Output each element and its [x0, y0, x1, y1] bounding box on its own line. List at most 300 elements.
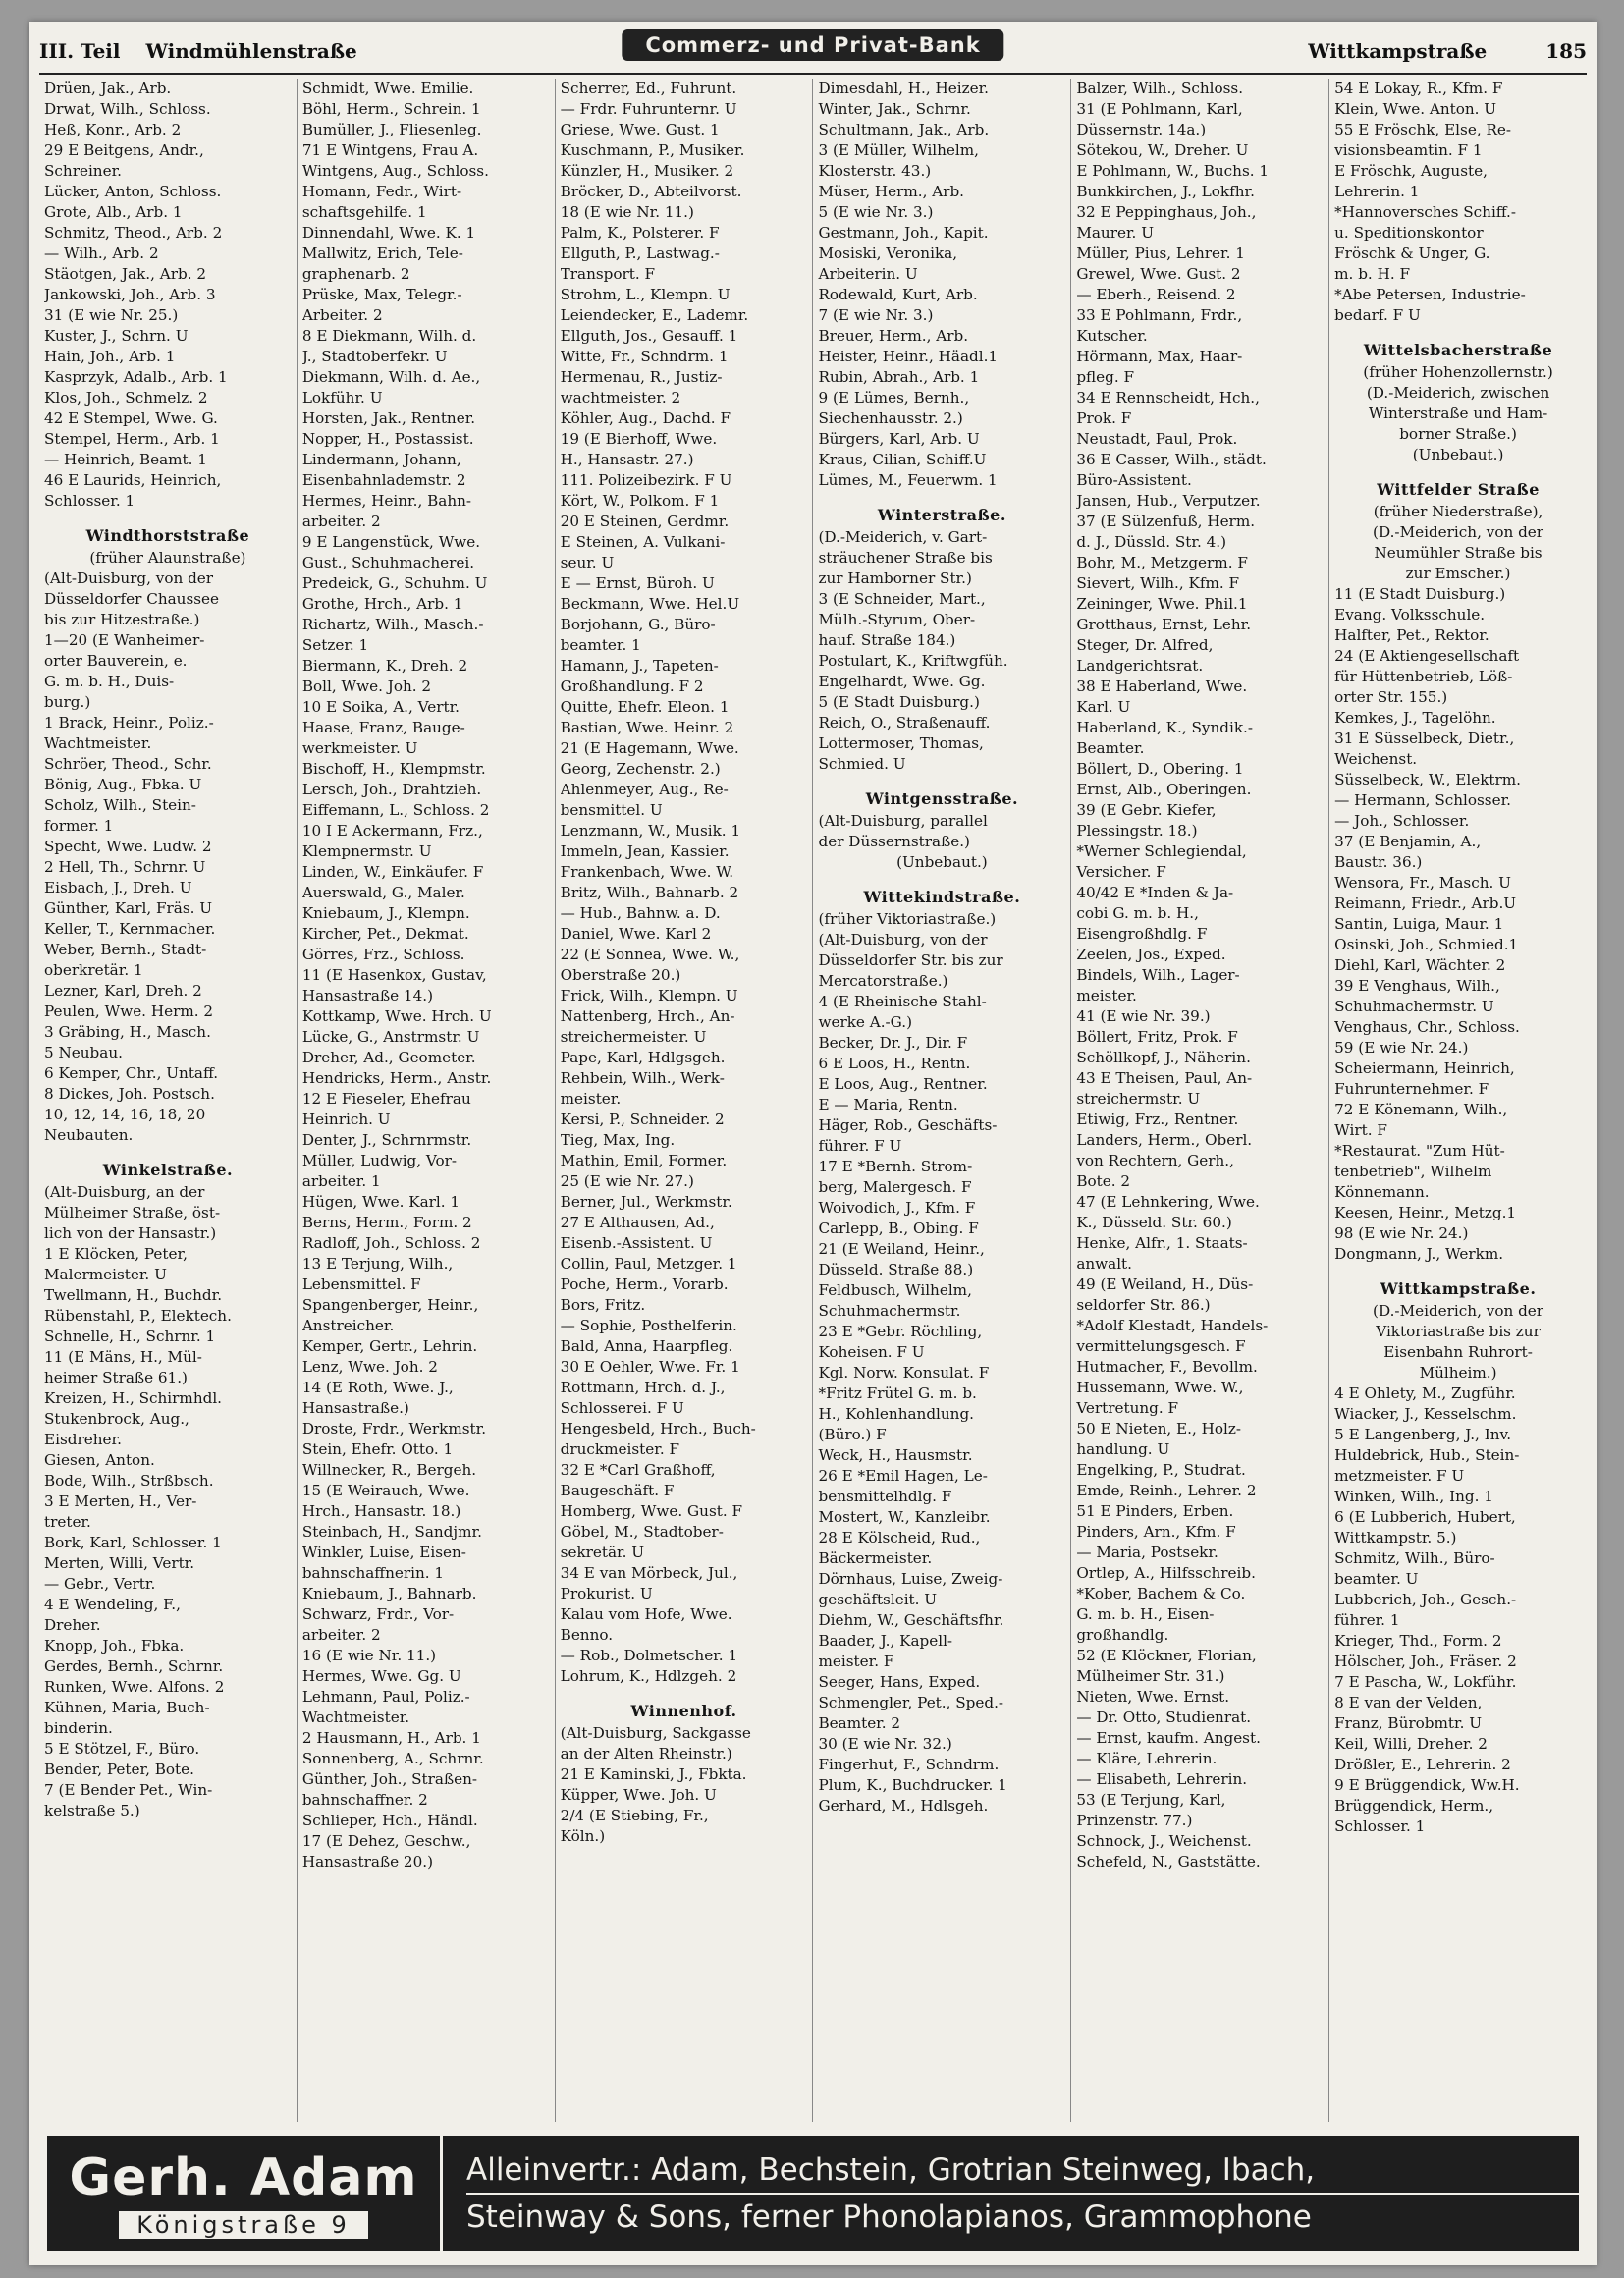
- directory-entry: Quitte, Ehefr. Eleon. 1: [560, 698, 730, 716]
- directory-entry: G. m. b. H., Eisen-: [1076, 1605, 1215, 1623]
- directory-entry: 4 E Ohlety, M., Zugführ.: [1334, 1384, 1516, 1402]
- directory-entry: Bork, Karl, Schlosser. 1: [44, 1534, 222, 1551]
- directory-entry: Willnecker, R., Bergeh.: [301, 1461, 477, 1479]
- directory-entry: — Rob., Dolmetscher. 1: [560, 1647, 738, 1664]
- directory-entry: 3 (E Müller, Wilhelm,: [818, 141, 980, 159]
- directory-entry: handlung. U: [1076, 1440, 1170, 1458]
- directory-entry: Kemper, Gertr., Lehrin.: [301, 1337, 478, 1355]
- directory-entry: Heinrich. U: [301, 1111, 391, 1128]
- directory-entry: — Heinrich, Beamt. 1: [44, 451, 207, 468]
- directory-entry: Bönig, Aug., Fbka. U: [44, 776, 202, 793]
- directory-entry: 24 (E Aktiengesellschaft: [1334, 647, 1520, 665]
- directory-entry: Franz, Bürobmtr. U: [1334, 1714, 1483, 1732]
- directory-entry: großhandlg.: [1076, 1626, 1169, 1644]
- directory-entry: Peulen, Wwe. Herm. 2: [44, 1003, 214, 1020]
- directory-entry: 17 E *Bernh. Strom-: [818, 1158, 973, 1175]
- directory-entry: E — Maria, Rentn.: [818, 1096, 958, 1113]
- directory-entry: Daniel, Wwe. Karl 2: [560, 925, 712, 943]
- directory-entry: führer. F U: [818, 1137, 902, 1155]
- directory-entry: Wittkampstr. 5.): [1334, 1529, 1457, 1546]
- directory-entry: 6 (E Lubberich, Hubert,: [1334, 1508, 1516, 1526]
- directory-entry: Stempel, Herm., Arb. 1: [44, 430, 220, 448]
- directory-entry: Lohrum, K., Hdlzgeh. 2: [560, 1667, 737, 1685]
- directory-entry: Mostert, W., Kanzleibr.: [818, 1508, 991, 1526]
- directory-entry: Sievert, Wilh., Kfm. F: [1076, 574, 1240, 592]
- directory-entry: Lücker, Anton, Schloss.: [44, 183, 222, 200]
- directory-entry: Schöllkopf, J., Näherin.: [1076, 1049, 1251, 1066]
- directory-entry: 50 E Nieten, E., Holz-: [1076, 1420, 1241, 1437]
- directory-entry: Lenz, Wwe. Joh. 2: [301, 1358, 438, 1376]
- directory-entry: Lottermoser, Thomas,: [818, 734, 984, 752]
- directory-entry: 5 Neubau.: [44, 1044, 123, 1061]
- directory-entry: Rodewald, Kurt, Arb.: [818, 286, 978, 303]
- directory-entry: 8 Dickes, Joh. Postsch.: [44, 1085, 215, 1103]
- directory-entry: Hamann, J., Tapeten-: [560, 657, 719, 675]
- directory-entry: Keil, Willi, Dreher. 2: [1334, 1735, 1488, 1753]
- directory-entry: — Hermann, Schlosser.: [1334, 791, 1512, 809]
- directory-entry: Klein, Wwe. Anton. U: [1334, 100, 1497, 118]
- directory-entry: sträuchener Straße bis: [818, 549, 993, 567]
- directory-entry: Bender, Peter, Bote.: [44, 1761, 194, 1778]
- directory-entry: werkmeister. U: [301, 739, 418, 757]
- street-note: (früher Alaunstraße): [89, 549, 246, 567]
- street-note: (Unbebaut.): [1412, 446, 1504, 463]
- directory-entry: Fingerhut, F., Schndrm.: [818, 1756, 1000, 1773]
- directory-entry: meister.: [560, 1090, 622, 1108]
- directory-entry: wachtmeister. 2: [560, 389, 681, 407]
- directory-entry: Künzler, H., Musiker. 2: [560, 162, 734, 180]
- directory-entry: 72 E Könemann, Wilh.,: [1334, 1101, 1508, 1118]
- directory-entry: Stein, Ehefr. Otto. 1: [301, 1440, 454, 1458]
- directory-entry: Prok. F: [1076, 409, 1132, 427]
- directory-entry: Lehmann, Paul, Poliz.-: [301, 1688, 470, 1706]
- directory-entry: meister.: [1076, 987, 1137, 1004]
- directory-entry: lich von der Hansastr.): [44, 1224, 217, 1242]
- page-number: 185: [1545, 39, 1587, 63]
- directory-entry: Düsseldorfer Str. bis zur: [818, 951, 1003, 969]
- directory-entry: Baustr. 36.): [1334, 853, 1423, 871]
- directory-entry: E Pohlmann, W., Buchs. 1: [1076, 162, 1270, 180]
- directory-entry: 49 (E Weiland, H., Düs-: [1076, 1275, 1254, 1293]
- directory-entry: Dimesdahl, H., Heizer.: [818, 80, 989, 97]
- directory-entry: 4 (E Rheinische Stahl-: [818, 993, 987, 1010]
- ad-text-block: [443, 2147, 1579, 2240]
- street-heading: Wittfelder Straße: [1377, 480, 1540, 499]
- directory-entry: — Gebr., Vertr.: [44, 1575, 156, 1593]
- directory-entry: Maurer. U: [1076, 224, 1154, 242]
- directory-entry: 21 E Kaminski, J., Fbkta.: [560, 1765, 747, 1783]
- directory-entry: u. Speditionskontor: [1334, 224, 1484, 242]
- directory-entry: orter Str. 155.): [1334, 688, 1448, 706]
- directory-entry: Koheisen. F U: [818, 1343, 925, 1361]
- directory-entry: 10, 12, 14, 16, 18, 20: [44, 1106, 206, 1123]
- directory-entry: — Maria, Postsekr.: [1076, 1544, 1218, 1561]
- directory-entry: Vertretung. F: [1076, 1399, 1179, 1417]
- directory-entry: Frankenbach, Wwe. W.: [560, 863, 734, 881]
- directory-entry: Diehm, W., Geschäftsfhr.: [818, 1611, 1004, 1629]
- directory-entry: Borjohann, G., Büro-: [560, 616, 716, 633]
- directory-entry: 1 Brack, Heinr., Poliz.-: [44, 714, 214, 732]
- directory-entry: Eisdreher.: [44, 1431, 122, 1448]
- directory-entry: Küpper, Wwe. Joh. U: [560, 1786, 717, 1804]
- directory-entry: 29 E Beitgens, Andr.,: [44, 141, 204, 159]
- directory-entry: 9 E Langenstück, Wwe.: [301, 533, 481, 551]
- directory-entry: Neustadt, Paul, Prok.: [1076, 430, 1238, 448]
- directory-entry: Hendricks, Herm., Anstr.: [301, 1069, 492, 1087]
- directory-column-4: [813, 79, 1071, 2122]
- directory-entry: Eisenbahnlademstr. 2: [301, 471, 466, 489]
- directory-entry: 3 (E Schneider, Mart.,: [818, 590, 986, 608]
- directory-entry: Sonnenberg, A., Schrnr.: [301, 1750, 484, 1767]
- directory-entry: Eisengroßhdlg. F: [1076, 925, 1208, 943]
- directory-entry: Benno.: [560, 1626, 614, 1644]
- directory-entry: Droste, Frdr., Werkmstr.: [301, 1420, 487, 1437]
- directory-entry: *Kober, Bachem & Co.: [1076, 1585, 1246, 1602]
- directory-entry: Kört, W., Polkom. F 1: [560, 492, 720, 510]
- directory-entry: Biermann, K., Dreh. 2: [301, 657, 468, 675]
- directory-entry: arbeiter. 2: [301, 1626, 381, 1644]
- directory-entry: 23 E *Gebr. Röchling,: [818, 1323, 983, 1340]
- directory-entry: 111. Polizeibezirk. F U: [560, 471, 732, 489]
- directory-entry: Zeininger, Wwe. Phil.1: [1076, 595, 1248, 613]
- directory-entry: 32 E *Carl Graßhoff,: [560, 1461, 716, 1479]
- directory-entry: Emde, Reinh., Lehrer. 2: [1076, 1482, 1257, 1499]
- directory-entry: Krieger, Thd., Form. 2: [1334, 1632, 1502, 1650]
- directory-entry: Ernst, Alb., Oberingen.: [1076, 781, 1252, 798]
- directory-entry: Strohm, L., Klempn. U: [560, 286, 731, 303]
- street-note: (früher Niederstraße),: [1373, 503, 1543, 520]
- directory-columns: [39, 79, 1587, 2122]
- directory-entry: Runken, Wwe. Alfons. 2: [44, 1678, 225, 1696]
- directory-entry: H., Hansastr. 27.): [560, 451, 694, 468]
- directory-entry: Georg, Zechenstr. 2.): [560, 760, 721, 778]
- directory-entry: H., Kohlenhandlung.: [818, 1405, 975, 1423]
- directory-entry: Homberg, Wwe. Gust. F: [560, 1502, 743, 1520]
- directory-entry: treter.: [44, 1513, 91, 1531]
- directory-entry: arbeiter. 1: [301, 1172, 381, 1190]
- directory-entry: Weber, Bernh., Stadt-: [44, 941, 207, 958]
- directory-entry: 5 (E Stadt Duisburg.): [818, 693, 980, 711]
- directory-entry: Neubauten.: [44, 1126, 134, 1144]
- directory-entry: 53 (E Terjung, Karl,: [1076, 1791, 1226, 1809]
- directory-entry: — Hub., Bahnw. a. D.: [560, 904, 721, 922]
- directory-entry: Hermes, Heinr., Bahn-: [301, 492, 472, 510]
- directory-entry: Leiendecker, E., Lademr.: [560, 306, 749, 324]
- directory-entry: oberkretär. 1: [44, 961, 143, 979]
- directory-entry: — Kläre, Lehrerin.: [1076, 1750, 1218, 1767]
- directory-entry: Becker, Dr. J., Dir. F: [818, 1034, 968, 1052]
- directory-entry: Ellguth, P., Lastwag.-: [560, 244, 720, 262]
- directory-entry: Görres, Frz., Schloss.: [301, 946, 465, 963]
- directory-entry: Bastian, Wwe. Heinr. 2: [560, 719, 734, 736]
- directory-entry: Malermeister. U: [44, 1266, 167, 1283]
- directory-entry: Santin, Luiga, Maur. 1: [1334, 915, 1504, 933]
- directory-entry: Lücke, G., Anstrmstr. U: [301, 1028, 480, 1046]
- directory-entry: Hain, Joh., Arb. 1: [44, 348, 176, 365]
- directory-entry: *Restaurat. "Zum Hüt-: [1334, 1142, 1505, 1160]
- directory-entry: 5 E Stötzel, F., Büro.: [44, 1740, 200, 1758]
- directory-entry: Bunkkirchen, J., Lokfhr.: [1076, 183, 1255, 200]
- directory-entry: Lindermann, Johann,: [301, 451, 461, 468]
- directory-entry: von Rechtern, Gerh.,: [1076, 1152, 1234, 1169]
- directory-entry: Nieten, Wwe. Ernst.: [1076, 1688, 1230, 1706]
- directory-entry: 28 E Kölscheid, Rud.,: [818, 1529, 981, 1546]
- directory-column-6: [1329, 79, 1587, 2122]
- directory-entry: Kottkamp, Wwe. Hrch. U: [301, 1007, 492, 1025]
- directory-entry: (Alt-Duisburg, Sackgasse: [560, 1724, 751, 1742]
- directory-entry: Jansen, Hub., Verputzer.: [1076, 492, 1261, 510]
- directory-entry: 15 (E Weirauch, Wwe.: [301, 1482, 470, 1499]
- directory-entry: Sötekou, W., Dreher. U: [1076, 141, 1249, 159]
- directory-entry: Hansastraße 20.): [301, 1853, 434, 1871]
- directory-entry: beamter. 1: [560, 636, 641, 654]
- directory-entry: geschäftsleit. U: [818, 1591, 938, 1608]
- directory-entry: bensmittelhdlg. F: [818, 1488, 952, 1505]
- directory-entry: Huldebrick, Hub., Stein-: [1334, 1446, 1520, 1464]
- directory-entry: Richartz, Wilh., Masch.-: [301, 616, 484, 633]
- directory-entry: 26 E *Emil Hagen, Le-: [818, 1467, 988, 1485]
- directory-entry: 11 (E Mäns, H., Mül-: [44, 1348, 202, 1366]
- directory-entry: Lenzmann, W., Musik. 1: [560, 822, 741, 840]
- directory-entry: Haase, Franz, Bauge-: [301, 719, 465, 736]
- directory-entry: Wachtmeister.: [301, 1708, 410, 1726]
- directory-entry: Venghaus, Chr., Schloss.: [1334, 1018, 1520, 1036]
- directory-entry: 3 E Merten, H., Ver-: [44, 1492, 197, 1510]
- directory-entry: Hermes, Wwe. Gg. U: [301, 1667, 461, 1685]
- directory-entry: 54 E Lokay, R., Kfm. F: [1334, 80, 1503, 97]
- directory-entry: *Abe Petersen, Industrie-: [1334, 286, 1526, 303]
- directory-entry: Heister, Heinr., Häadl.1: [818, 348, 999, 365]
- directory-entry: Büro-Assistent.: [1076, 471, 1192, 489]
- directory-entry: Homann, Fedr., Wirt-: [301, 183, 462, 200]
- directory-entry: Specht, Wwe. Ludw. 2: [44, 838, 212, 855]
- directory-entry: Mülh.-Styrum, Ober-: [818, 611, 976, 628]
- directory-entry: — Elisabeth, Lehrerin.: [1076, 1770, 1248, 1788]
- directory-entry: Bohr, M., Metzgerm. F: [1076, 554, 1248, 571]
- directory-entry: 10 I E Ackermann, Frz.,: [301, 822, 483, 840]
- directory-entry: 30 E Oehler, Wwe. Fr. 1: [560, 1358, 740, 1376]
- directory-entry: 10 E Soika, A., Vertr.: [301, 698, 460, 716]
- directory-entry: — Eberh., Reisend. 2: [1076, 286, 1236, 303]
- directory-entry: Hrch., Hansastr. 18.): [301, 1502, 461, 1520]
- directory-entry: graphenarb. 2: [301, 265, 410, 283]
- directory-entry: 22 (E Sonnea, Wwe. W.,: [560, 946, 740, 963]
- directory-entry: Hutmacher, F., Bevollm.: [1076, 1358, 1258, 1376]
- directory-entry: Bald, Anna, Haarpfleg.: [560, 1337, 733, 1355]
- directory-entry: Rübenstahl, P., Elektech.: [44, 1307, 232, 1325]
- directory-entry: Kniebaum, J., Bahnarb.: [301, 1585, 477, 1602]
- directory-entry: Steinbach, H., Sandjmr.: [301, 1523, 482, 1541]
- directory-entry: 2 Hausmann, H., Arb. 1: [301, 1729, 481, 1747]
- advertisement: [47, 2136, 1579, 2251]
- street-heading: Wintgensstraße.: [865, 789, 1019, 808]
- directory-entry: der Düssernstraße.): [818, 833, 970, 850]
- ad-company-name: Gerh. Adam: [69, 2148, 418, 2207]
- directory-entry: 42 E Stempel, Wwe. G.: [44, 409, 218, 427]
- directory-entry: Kalau vom Hofe, Wwe.: [560, 1605, 732, 1623]
- directory-entry: Klos, Joh., Schmelz. 2: [44, 389, 208, 407]
- directory-entry: Keesen, Heinr., Metzg.1: [1334, 1204, 1517, 1221]
- directory-column-5: [1071, 79, 1329, 2122]
- directory-entry: Frick, Wilh., Klempn. U: [560, 987, 738, 1004]
- directory-entry: Heß, Konr., Arb. 2: [44, 121, 182, 138]
- directory-entry: Pinders, Arn., Kfm. F: [1076, 1523, 1236, 1541]
- directory-entry: meister. F: [818, 1653, 894, 1670]
- directory-entry: 8 E van der Velden,: [1334, 1694, 1483, 1711]
- directory-entry: Häger, Rob., Geschäfts-: [818, 1116, 998, 1134]
- directory-entry: 20 E Steinen, Gerdmr.: [560, 513, 730, 530]
- directory-entry: Könnemann.: [1334, 1183, 1430, 1201]
- directory-entry: 39 (E Gebr. Kiefer,: [1076, 801, 1217, 819]
- directory-entry: bahnschaffnerin. 1: [301, 1564, 445, 1582]
- directory-entry: Bürgers, Karl, Arb. U: [818, 430, 980, 448]
- directory-entry: Großhandlung. F 2: [560, 678, 704, 695]
- directory-entry: Ortlep, A., Hilfsschreib.: [1076, 1564, 1256, 1582]
- directory-entry: Eisbach, J., Dreh. U: [44, 879, 192, 896]
- directory-entry: anwalt.: [1076, 1255, 1132, 1273]
- directory-entry: 17 (E Dehez, Geschw.,: [301, 1832, 471, 1850]
- directory-entry: Gerdes, Bernh., Schrnr.: [44, 1657, 224, 1675]
- directory-entry: für Hüttenbetrieb, Löß-: [1334, 668, 1513, 685]
- directory-entry: Mülheimer Str. 31.): [1076, 1667, 1225, 1685]
- directory-entry: E Fröschk, Auguste,: [1334, 162, 1488, 180]
- directory-entry: Anstreicher.: [301, 1317, 395, 1334]
- street-note: Mülheim.): [1419, 1364, 1497, 1382]
- directory-entry: 7 (E wie Nr. 3.): [818, 306, 934, 324]
- directory-entry: Bumüller, J., Fliesenleg.: [301, 121, 482, 138]
- directory-entry: Breuer, Herm., Arb.: [818, 327, 969, 345]
- directory-entry: Diehl, Karl, Wächter. 2: [1334, 956, 1506, 974]
- directory-entry: E Steinen, A. Vulkani-: [560, 533, 726, 551]
- directory-entry: Eiffemann, L., Schloss. 2: [301, 801, 490, 819]
- directory-entry: 55 E Fröschk, Else, Re-: [1334, 121, 1512, 138]
- directory-entry: Wachtmeister.: [44, 734, 152, 752]
- directory-entry: 7 (E Bender Pet., Win-: [44, 1781, 213, 1799]
- directory-entry: streichermstr. U: [1076, 1090, 1201, 1108]
- directory-entry: Baugeschäft. F: [560, 1482, 675, 1499]
- directory-entry: 5 (E wie Nr. 3.): [818, 203, 934, 221]
- directory-entry: — Joh., Schlosser.: [1334, 812, 1470, 830]
- directory-entry: *Hannoversches Schiff.-: [1334, 203, 1517, 221]
- directory-entry: d. J., Düssld. Str. 4.): [1076, 533, 1227, 551]
- directory-entry: (Alt-Duisburg, an der: [44, 1183, 205, 1201]
- directory-entry: Prüske, Max, Telegr.-: [301, 286, 462, 303]
- directory-entry: Rottmann, Hrch. d. J.,: [560, 1379, 726, 1396]
- directory-entry: Twellmann, H., Buchdr.: [44, 1286, 223, 1304]
- directory-entry: Engelhardt, Wwe. Gg.: [818, 673, 986, 690]
- directory-entry: 8 E Diekmann, Wilh. d.: [301, 327, 477, 345]
- directory-entry: Winken, Wilh., Ing. 1: [1334, 1488, 1493, 1505]
- directory-entry: Schlosserei. F U: [560, 1399, 684, 1417]
- directory-entry: Kniebaum, J., Klempn.: [301, 904, 470, 922]
- directory-entry: Klempnermstr. U: [301, 842, 432, 860]
- directory-entry: Auerswald, G., Maler.: [301, 884, 465, 901]
- street-note: Neumühler Straße bis: [1374, 544, 1543, 562]
- directory-entry: Hölscher, Joh., Fräser. 2: [1334, 1653, 1517, 1670]
- directory-entry: 34 E Rennscheidt, Hch.,: [1076, 389, 1260, 407]
- directory-entry: — Dr. Otto, Studienrat.: [1076, 1708, 1252, 1726]
- directory-entry: 51 E Pinders, Erben.: [1076, 1502, 1234, 1520]
- directory-entry: 6 Kemper, Chr., Untaff.: [44, 1064, 219, 1082]
- directory-entry: *Werner Schlegiendal,: [1076, 842, 1247, 860]
- directory-entry: Baader, J., Kapell-: [818, 1632, 953, 1650]
- directory-entry: 9 (E Lümes, Bernh.,: [818, 389, 970, 407]
- directory-entry: Scherrer, Ed., Fuhrunt.: [560, 80, 737, 97]
- directory-entry: Böllert, D., Obering. 1: [1076, 760, 1244, 778]
- directory-entry: Ellguth, Jos., Gesauff. 1: [560, 327, 738, 345]
- directory-entry: druckmeister. F: [560, 1440, 680, 1458]
- directory-entry: Setzer. 1: [301, 636, 369, 654]
- directory-entry: Drwat, Wilh., Schloss.: [44, 100, 211, 118]
- directory-entry: 19 (E Bierhoff, Wwe.: [560, 430, 718, 448]
- directory-entry: Schnelle, H., Schrnr. 1: [44, 1328, 216, 1345]
- directory-entry: Düssernstr. 14a.): [1076, 121, 1207, 138]
- directory-entry: Hansastraße 14.): [301, 987, 434, 1004]
- street-note: (D.-Meiderich, zwischen: [1366, 384, 1550, 402]
- directory-column-3: [556, 79, 814, 2122]
- directory-entry: Kühnen, Maria, Buch-: [44, 1699, 210, 1716]
- directory-entry: Wirt. F: [1334, 1121, 1387, 1139]
- directory-entry: hauf. Straße 184.): [818, 631, 956, 649]
- directory-entry: 39 E Venghaus, Wilh.,: [1334, 977, 1500, 995]
- directory-entry: Feldbusch, Wilhelm,: [818, 1281, 972, 1299]
- directory-entry: Hansastraße.): [301, 1399, 409, 1417]
- directory-entry: Lubberich, Joh., Gesch.-: [1334, 1591, 1517, 1608]
- directory-entry: 4 E Wendeling, F.,: [44, 1596, 181, 1613]
- directory-entry: Gerhard, M., Hdlsgeh.: [818, 1797, 989, 1815]
- directory-entry: Nattenberg, Hrch., An-: [560, 1007, 735, 1025]
- directory-entry: Müller, Pius, Lehrer. 1: [1076, 244, 1245, 262]
- street-heading: Winterstraße.: [877, 506, 1006, 524]
- directory-entry: Bors, Fritz.: [560, 1296, 646, 1314]
- directory-entry: Kutscher.: [1076, 327, 1148, 345]
- directory-entry: Lersch, Joh., Drahtzieh.: [301, 781, 482, 798]
- directory-entry: Schuhmachermstr. U: [1334, 998, 1494, 1015]
- directory-entry: metzmeister. F U: [1334, 1467, 1465, 1485]
- directory-entry: Diekmann, Wilh. d. Ae.,: [301, 368, 481, 386]
- directory-entry: 2 Hell, Th., Schrnr. U: [44, 858, 206, 876]
- directory-entry: binderin.: [44, 1719, 113, 1737]
- directory-entry: Carlepp, B., Obing. F: [818, 1220, 979, 1237]
- directory-entry: E — Ernst, Büroh. U: [560, 574, 715, 592]
- directory-entry: Arbeiter. 2: [301, 306, 383, 324]
- directory-entry: Lümes, M., Feuerwm. 1: [818, 471, 998, 489]
- directory-entry: Lokführ. U: [301, 389, 383, 407]
- directory-entry: Lehrerin. 1: [1334, 183, 1420, 200]
- bank-banner: Commerz- und Privat-Bank: [622, 29, 1003, 61]
- directory-entry: Düsseldorfer Chaussee: [44, 590, 220, 608]
- directory-entry: 25 (E wie Nr. 27.): [560, 1172, 694, 1190]
- directory-entry: Kreizen, H., Schirmhdl.: [44, 1389, 223, 1407]
- directory-entry: Köhler, Aug., Dachd. F: [560, 409, 731, 427]
- directory-entry: Schmidt, Wwe. Emilie.: [301, 80, 474, 97]
- directory-entry: Beamter. 2: [818, 1714, 901, 1732]
- directory-entry: 43 E Theisen, Paul, An-: [1076, 1069, 1253, 1087]
- directory-entry: visionsbeamtin. F 1: [1334, 141, 1483, 159]
- directory-entry: Grote, Alb., Arb. 1: [44, 203, 183, 221]
- directory-entry: Mülheimer Straße, öst-: [44, 1204, 221, 1221]
- directory-entry: burg.): [44, 693, 91, 711]
- directory-entry: 52 (E Klöckner, Florian,: [1076, 1647, 1257, 1664]
- directory-entry: Predeick, G., Schuhm. U: [301, 574, 488, 592]
- directory-entry: Oberstraße 20.): [560, 966, 681, 984]
- directory-entry: schaftsgehilfe. 1: [301, 203, 427, 221]
- directory-entry: Kersi, P., Schneider. 2: [560, 1111, 725, 1128]
- street-note: borner Straße.): [1399, 425, 1517, 443]
- directory-entry: Rubin, Abrah., Arb. 1: [818, 368, 980, 386]
- directory-entry: Denter, J., Schrnrmstr.: [301, 1131, 472, 1149]
- directory-entry: Keller, T., Kernmacher.: [44, 920, 216, 938]
